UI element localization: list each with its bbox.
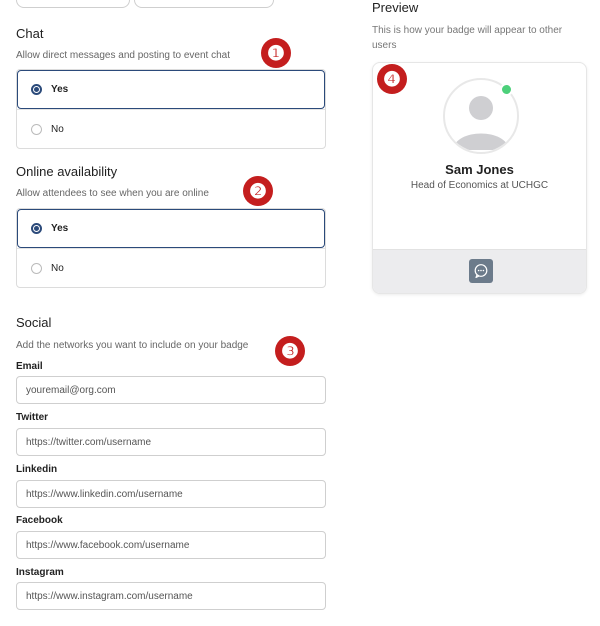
chat-section-description: Allow direct messages and posting to event chat [16, 50, 231, 61]
annotation-marker-3: ❸ [275, 336, 305, 366]
chat-option-no[interactable] [17, 109, 325, 148]
email-label: Email [16, 361, 43, 372]
email-field[interactable] [16, 376, 326, 404]
instagram-field[interactable] [16, 582, 326, 610]
instagram-label: Instagram [16, 567, 64, 578]
availability-section-title: Online availability [16, 164, 118, 179]
availability-option-yes[interactable] [17, 209, 325, 248]
chat-option-no-label: No [51, 123, 64, 135]
social-section-title: Social [16, 315, 52, 330]
radio-selected-icon[interactable] [31, 84, 42, 95]
availability-option-no-label: No [51, 262, 64, 274]
twitter-field[interactable] [16, 428, 326, 456]
chat-section-title: Chat [16, 26, 44, 41]
top-button-2[interactable] [134, 0, 274, 8]
availability-radio-group [16, 208, 326, 288]
availability-option-yes-label: Yes [51, 223, 69, 234]
twitter-label: Twitter [16, 412, 49, 423]
annotation-marker-1: ❶ [261, 38, 291, 68]
linkedin-field[interactable] [16, 480, 326, 508]
online-status-indicator [500, 83, 513, 96]
annotation-marker-2: ❷ [243, 176, 273, 206]
annotation-marker-4: ❹ [377, 64, 407, 94]
radio-unselected-icon[interactable] [31, 263, 42, 274]
chat-option-yes[interactable] [17, 70, 325, 109]
badge-footer [373, 249, 586, 293]
radio-selected-icon[interactable] [31, 223, 42, 234]
badge-user-name: Sam Jones [445, 162, 514, 177]
facebook-field[interactable] [16, 531, 326, 559]
availability-option-no[interactable] [17, 248, 325, 287]
chat-radio-group [16, 69, 326, 149]
linkedin-label: Linkedin [16, 464, 58, 475]
badge-preview-card [372, 62, 587, 294]
preview-description: This is how your badge will appear to other users [372, 25, 563, 51]
social-section-description: Add the networks you want to include on your badge [16, 340, 249, 351]
radio-unselected-icon[interactable] [31, 124, 42, 135]
badge-user-role: Head of Economics at UCHGC [410, 180, 549, 191]
availability-section-description: Allow attendees to see when you are online [16, 188, 209, 199]
chat-button[interactable] [469, 259, 493, 283]
top-button-1[interactable] [16, 0, 130, 8]
chat-bubble-icon [473, 263, 489, 279]
facebook-label: Facebook [16, 515, 63, 526]
avatar-container [443, 78, 519, 154]
preview-title: Preview [372, 0, 419, 15]
chat-option-yes-label: Yes [51, 84, 69, 95]
